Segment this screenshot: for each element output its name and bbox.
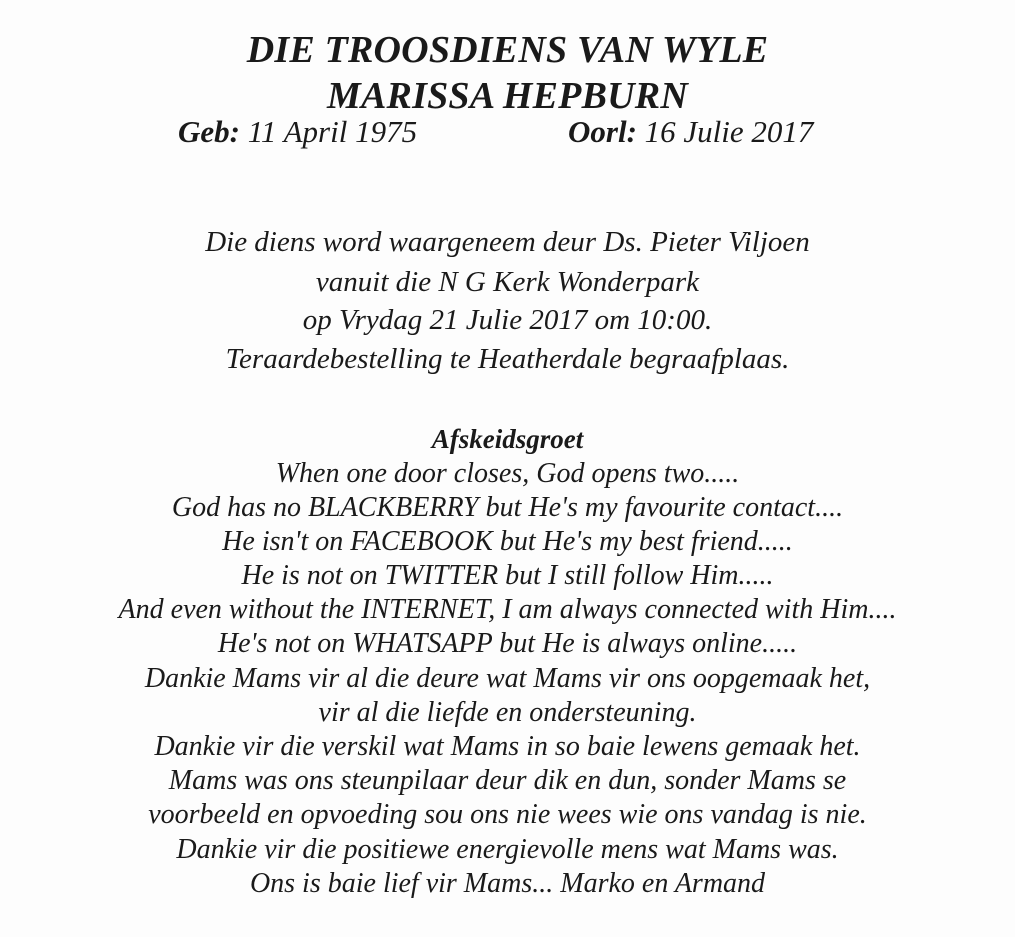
farewell-line: He is not on TWITTER but I still follow Him..... xyxy=(241,560,774,591)
farewell-line: voorbeeld en opvoeding sou ons nie wees wie ons vandag is nie. xyxy=(148,799,867,830)
service-line: Die diens word waargeneem deur Ds. Pieter Viljoen xyxy=(205,226,810,258)
farewell-line: He's not on WHATSAPP but He is always online..... xyxy=(217,628,798,659)
death-date xyxy=(568,114,813,150)
title-line-1: DIE TROOSDIENS VAN WYLE xyxy=(246,29,769,71)
title-line-2: MARISSA HEPBURN xyxy=(327,75,688,117)
farewell-line: God has no BLACKBERRY but He's my favourite contact.... xyxy=(171,492,844,523)
farewell-line: Dankie vir die verskil wat Mams in so baie lewens gemaak het. xyxy=(154,731,861,762)
farewell-line: Dankie vir die positiewe energievolle mens wat Mams was. xyxy=(176,834,839,865)
service-line: vanuit die N G Kerk Wonderpark xyxy=(315,266,700,298)
farewell-line: Ons is baie lief vir Mams... Marko en Armand xyxy=(249,868,766,899)
farewell-heading: Afskeidsgroet xyxy=(431,424,584,454)
death-label: Oorl: xyxy=(568,114,637,149)
farewell-line: Dankie Mams vir al die deure wat Mams vir ons oopgemaak het, xyxy=(144,663,871,694)
service-line: op Vrydag 21 Julie 2017 om 10:00. xyxy=(302,304,713,336)
farewell-line: And even without the INTERNET, I am always connected with Him.... xyxy=(118,594,897,625)
farewell-line: He isn't on FACEBOOK but He's my best friend..... xyxy=(222,526,793,557)
birth-value: 11 April 1975 xyxy=(247,114,418,149)
farewell-line: When one door closes, God opens two..... xyxy=(275,458,740,489)
birth-date xyxy=(178,114,417,150)
birth-label: Geb: xyxy=(178,114,240,149)
farewell-line: Mams was ons steunpilaar deur dik en dun, sonder Mams se xyxy=(168,765,847,796)
death-value: 16 Julie 2017 xyxy=(644,114,814,149)
farewell-line: vir al die liefde en ondersteuning. xyxy=(318,697,697,728)
service-line: Teraardebestelling te Heatherdale begraafplaas. xyxy=(225,343,790,375)
